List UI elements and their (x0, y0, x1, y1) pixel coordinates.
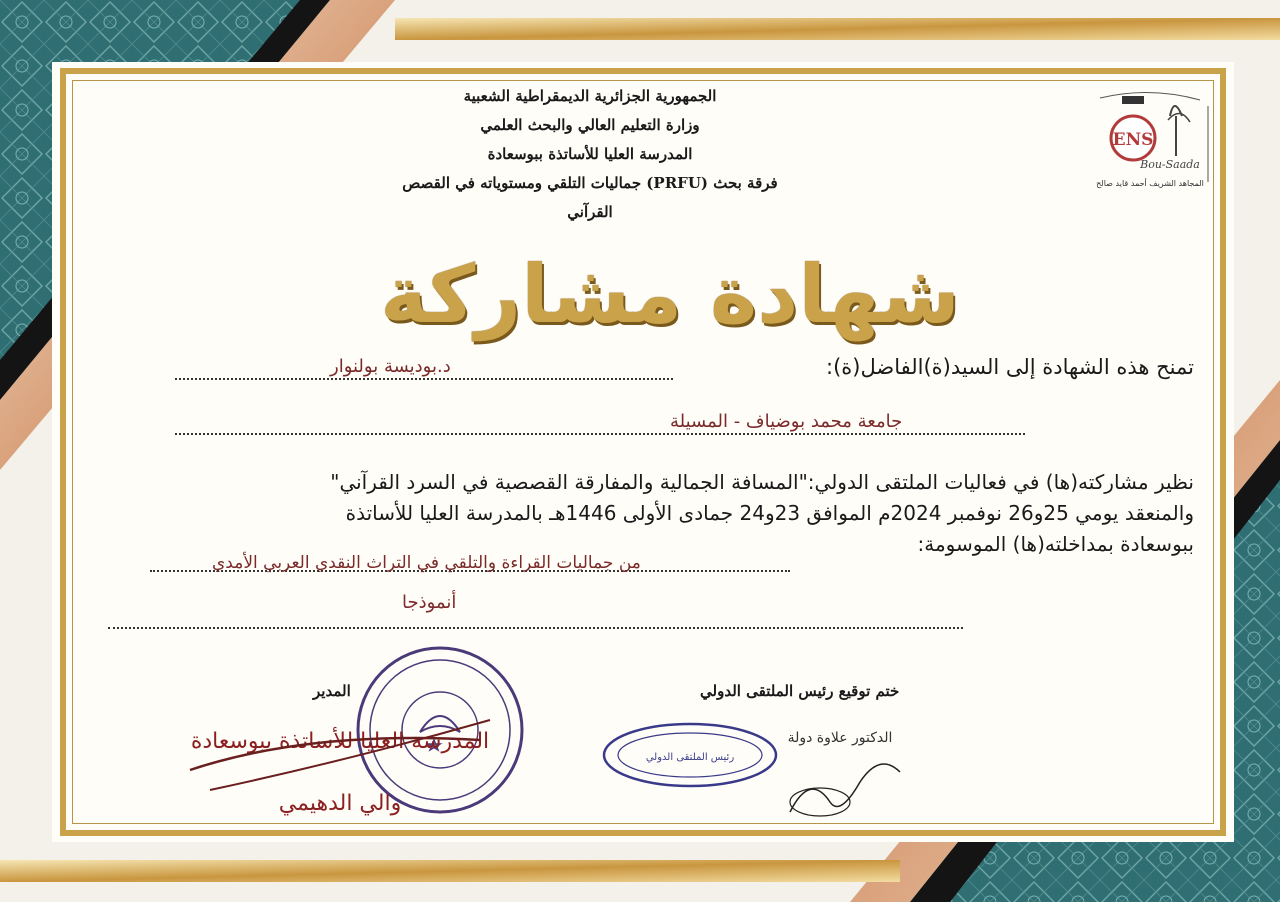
chair-signature (770, 722, 910, 832)
recipient-label: تمنح هذه الشهادة إلى السيد(ة)الفاضل(ة): (826, 355, 1194, 379)
header-block (380, 82, 800, 227)
talk-title: من جماليات القراءة والتلقي في التراث النقدي العربي الأمدي (212, 553, 641, 573)
recipient-institution: جامعة محمد بوضياف - المسيلة (670, 411, 903, 432)
recipient-name: د.بوديسة بولنوار (330, 356, 451, 377)
director-name: والي الدهيمي (278, 791, 402, 816)
talk-subtitle: أنموذجا (402, 592, 457, 613)
name-dotted-line (175, 378, 673, 380)
subtitle-dotted-line (108, 627, 963, 629)
body-line-2: والمنعقد يومي 25و26 نوفمبر 2024م الموافق 23و24 جمادى الأولى 1446هـ بالمدرسة العليا للأساتذة (345, 501, 1194, 525)
body-line-3: ببوسعادة بمداخلته(ها) الموسومة: (917, 532, 1194, 556)
chair-label: ختم توقيع رئيس الملتقى الدولي (700, 682, 900, 700)
chair-stamp-text: رئيس الملتقى الدولي (645, 752, 735, 763)
director-stamp-text: المدرسة العليا للأساتذة ببوسعادة (190, 729, 490, 754)
ens-logo (1090, 86, 1220, 196)
body-line-1: نظير مشاركته(ها) في فعاليات الملتقى الدولي:"المسافة الجمالية والمفارقة القصصية في السرد القرآني" (330, 470, 1194, 494)
chair-oval-stamp (600, 720, 780, 790)
director-label: المدير (313, 682, 351, 700)
header-republic: الجمهورية الجزائرية الديمقراطية الشعبية (463, 87, 717, 105)
header-research-team: فرقة بحث (PRFU) جماليات التلقي ومستوياته في القصص القرآني (402, 174, 778, 221)
logo-abbr: ENS (1112, 130, 1154, 150)
chair-name: الدكتور علاوة دولة (787, 730, 893, 746)
logo-script: Bou-Saada (1140, 158, 1200, 171)
header-school: المدرسة العليا للأساتذة ببوسعادة (487, 145, 693, 163)
logo-caption: المجاهد الشريف أحمد قايد صالح (1096, 179, 1204, 188)
certificate-title: شهادة مشاركة (380, 248, 960, 341)
institution-dotted-line (175, 433, 1025, 435)
body-text (134, 467, 1194, 560)
header-ministry: وزارة التعليم العالي والبحث العلمي (480, 116, 700, 134)
director-signature (150, 700, 530, 830)
